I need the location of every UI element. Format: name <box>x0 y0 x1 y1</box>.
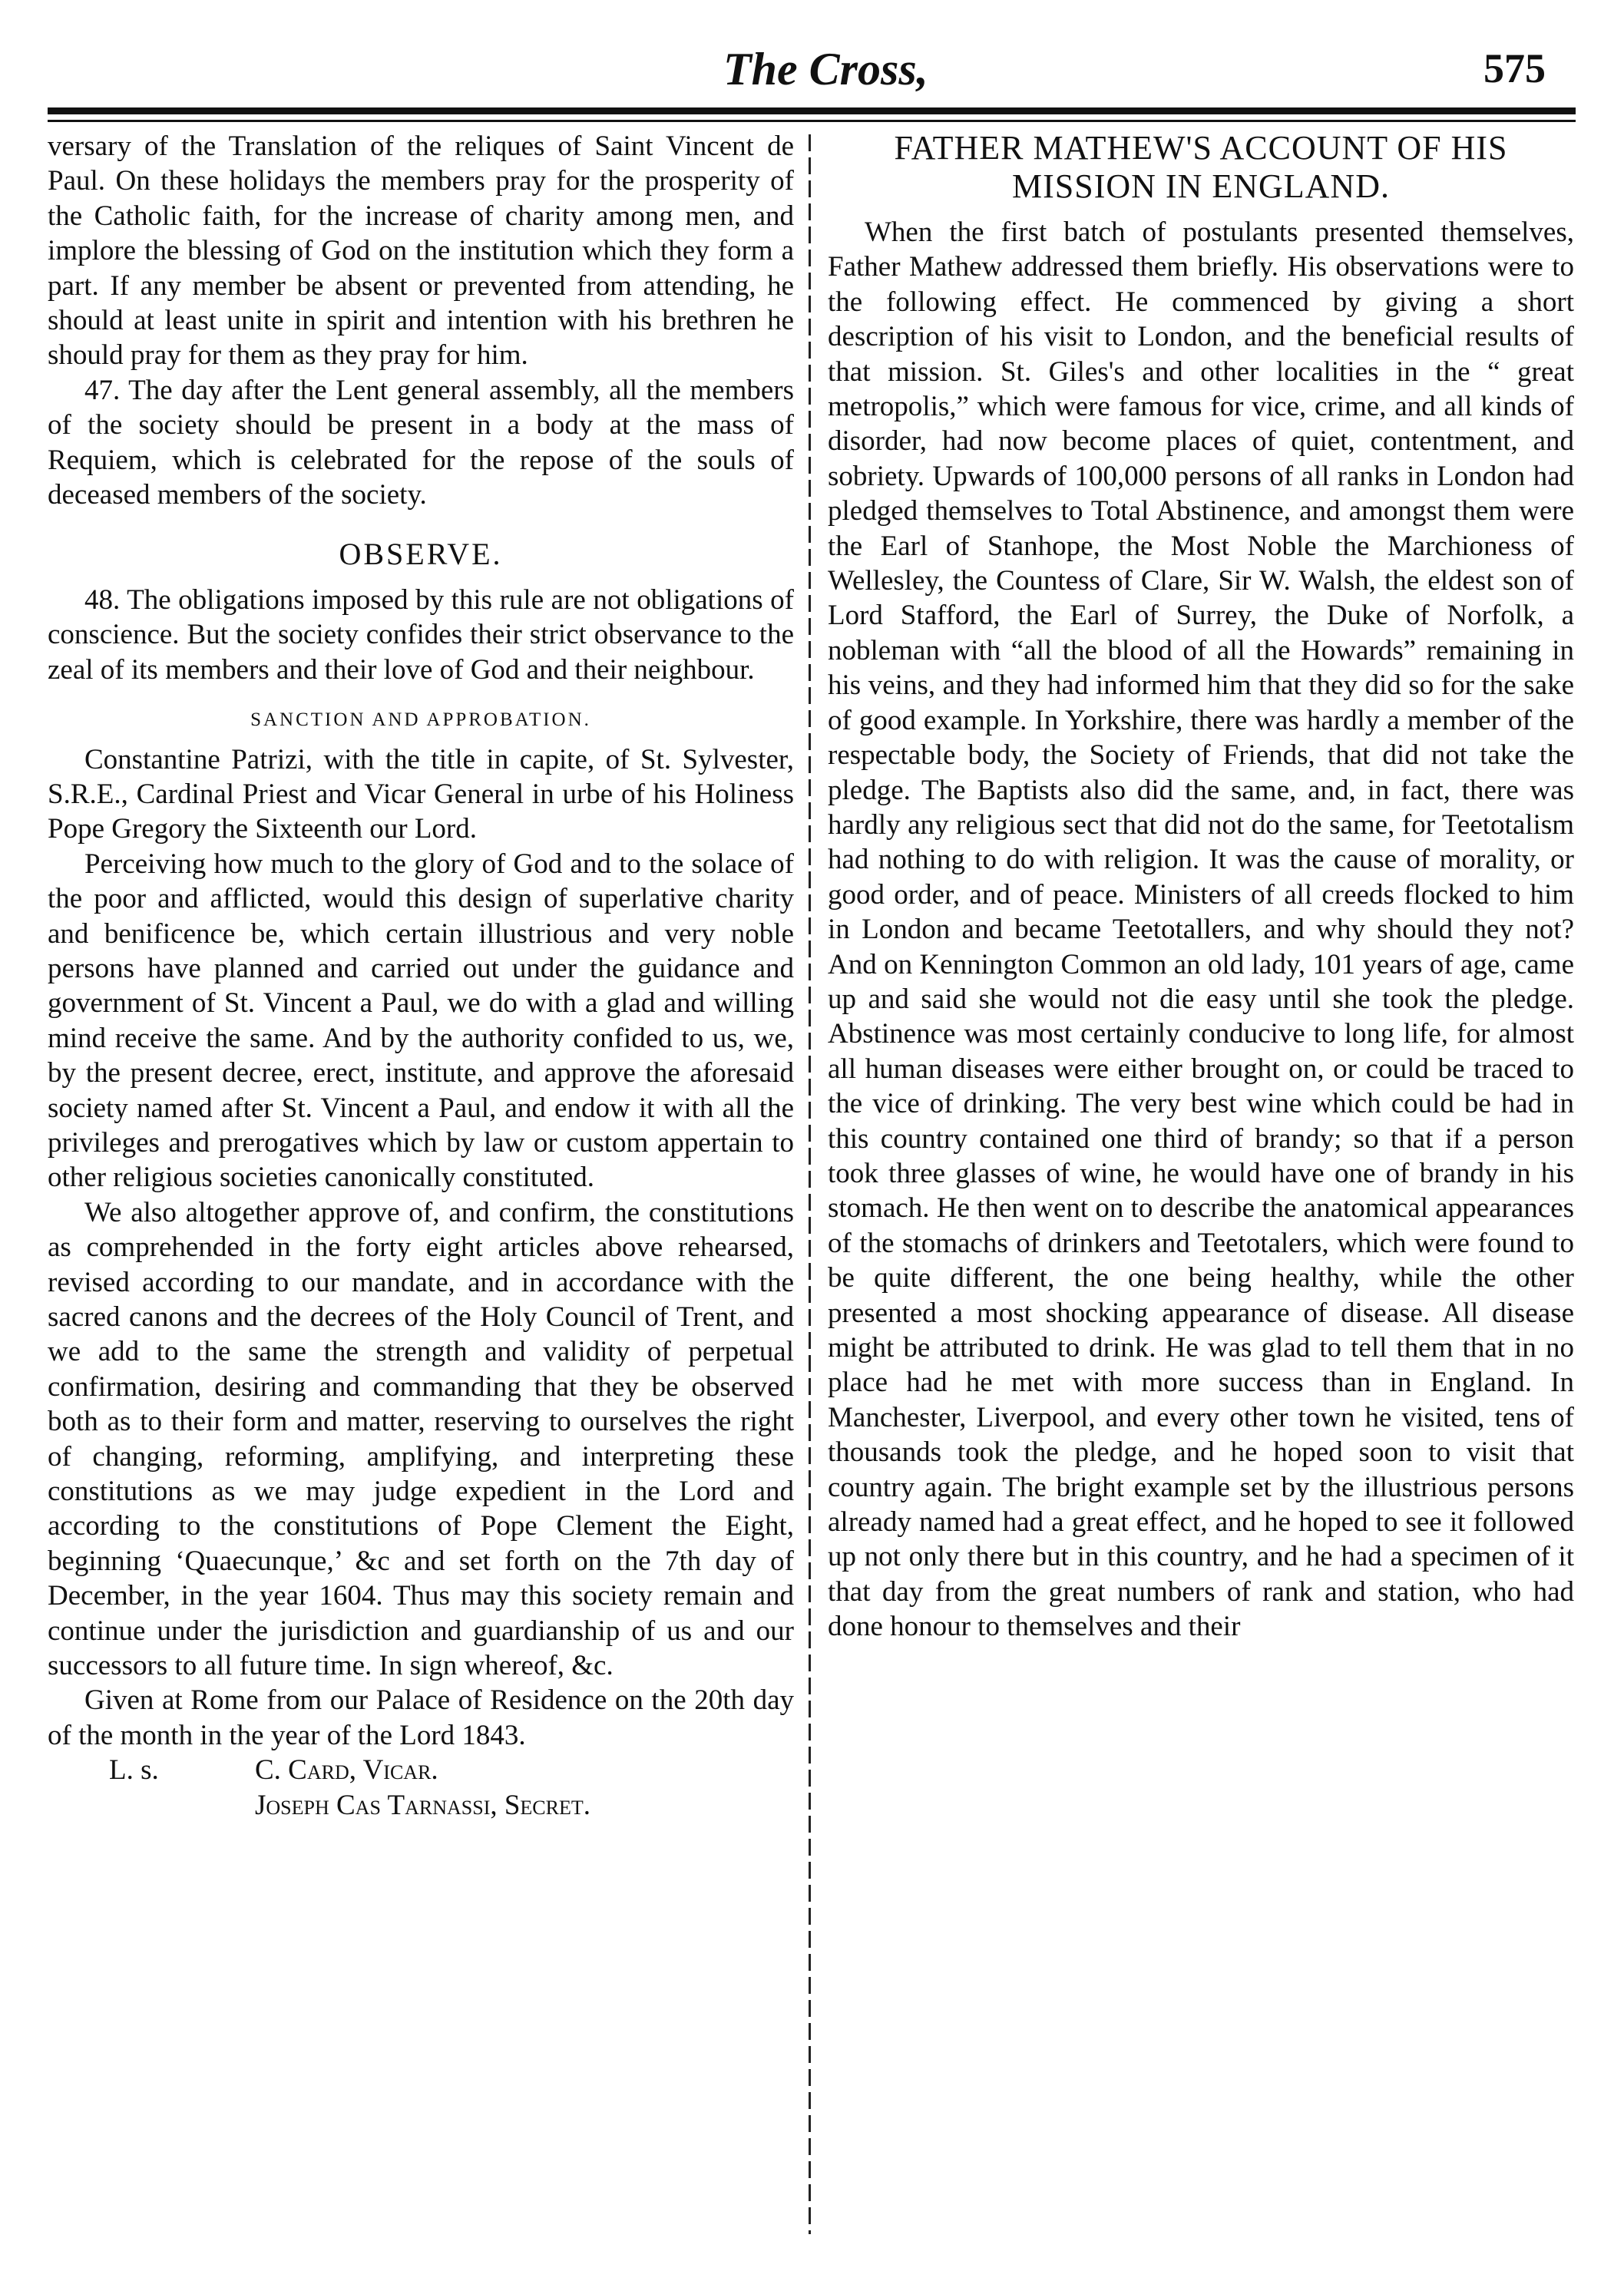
running-title: The Cross, <box>723 44 928 94</box>
signatory-card: C. Card, Vicar. <box>255 1754 438 1787</box>
paragraph-48: 48. The obligations imposed by this rule are not obligations of conscience. But the society confides their strict observance to the zeal of its members and their love of God and their neighbour. <box>48 583 794 686</box>
page-header <box>48 38 1576 104</box>
seal-mark: L. s. <box>109 1754 159 1787</box>
article-title: FATHER MATHEW'S ACCOUNT OF HIS MISSION IN ENGLAND. <box>894 129 1508 205</box>
page-number: 575 <box>1483 45 1546 91</box>
signatory-secretary: Joseph Cas Tarnassi, Secret. <box>255 1789 591 1821</box>
paragraph-47: 47. The day after the Lent general assembly, all the members of the society should be present in a body at the mass of Requiem, which is celebrated for the repose of the souls of deceased members of the society. <box>48 374 794 511</box>
header-rule <box>48 107 1576 114</box>
heading-sanction: SANCTION AND APPROBATION. <box>250 709 591 731</box>
paragraph-we-also: We also altogether approve of, and confirm, the constitutions as comprehended in the forty eight articles above rehearsed, revised according to our mandate, and in accordance with the sacred canons and the decrees of the Holy Council of Trent, and we add to the same the strength and validity of perpetual confirmation, desiring and commanding that they be observed both as to their form and matter, reserving to ourselves the right of changing, reforming, amplifying, and interpreting these constitutions as we may judge expedient in the Lord and according to the constitutions of Pope Clement the Eight, beginning ‘Quaecunque,’ &c and set forth on the 7th day of December, in the year 1604. Thus may this society remain and continue under the jurisdiction and guardianship of us and our successors to all future time. In sign whereof, &c. <box>48 1196 794 1682</box>
column-divider <box>809 134 811 2234</box>
paragraph-perceiving: Perceiving how much to the glory of God and to the solace of the poor and afflicted, would this design of superlative charity and benificence be, which certain illustrious and very noble persons have planned and carried out under the guidance and government of St. Vincent a Paul, we do with a glad and willing mind receive the same. And by the authority confided to us, we, by the present decree, erect, institute, and approve the aforesaid society named after St. Vincent a Paul, and endow it with all the privileges and prerogatives which by law or custom appertain to other religious societies canonically constituted. <box>48 848 794 1194</box>
paragraph-continued: versary of the Translation of the reliques of Saint Vincent de Paul. On these holidays the members pray for the prosperity of the Catholic faith, for the increase of charity among men, and implore the blessing of God on the institution which they form a part. If any member be absent or prevented from attending, he should at least unite in spirit and intention with his brethren he should pray for them as they pray for him. <box>48 131 794 372</box>
heading-observe: OBSERVE. <box>339 537 503 572</box>
paragraph-given: Given at Rome from our Palace of Residence on the 20th day of the month in the year of the Lord 1843. <box>48 1684 794 1751</box>
paragraph-constantine: Constantine Patrizi, with the title in capite, of St. Sylvester, S.R.E., Cardinal Priest and Vicar General in urbe of his Holiness Pope Gregory the Sixteenth our Lord. <box>48 743 794 845</box>
header-rule-thin <box>48 120 1576 122</box>
right-column <box>828 129 1574 1645</box>
signature-line <box>48 1753 794 1787</box>
left-column <box>48 129 794 1823</box>
article-body: When the first batch of postulants presented themselves, Father Mathew addressed them briefly. His observations were to the following effect. He commenced by giving a short description of his visit to London, and the beneficial results of that mission. St. Giles's and other localities in the “ great metropolis,” which were famous for vice, crime, and all kinds of disorder, had now become places of quiet, contentment, and sobriety. Upwards of 100,000 persons of all ranks in London had pledged themselves to Total Abstinence, and amongst them were the Earl of Stanhope, the Most Noble the Marchioness of Wellesley, the Countess of Clare, Sir W. Walsh, the eldest son of Lord Stafford, the Earl of Surrey, the Duke of Norfolk, a nobleman with “all the blood of all the Howards” remaining in his veins, and they had informed him that they did so for the sake of good example. In Yorkshire, there was hardly a member of the respectable body, the Society of Friends, that did not take the pledge. The Baptists also did the same, and, in fact, there was hardly any religious sect that did not do the same, for Teetotalism had nothing to do with religion. It was the cause of morality, or good order, and of peace. Ministers of all creeds flocked to him in London and became Teetotallers, and why should they not? And on Kennington Common an old lady, 101 years of age, came up and said she would not die easy until she took the pledge. Abstinence was most certainly conducive to long life, for almost all human diseases were either brought on, or could be traced to the vice of drinking. The very best wine which could be had in this country contained one third of brandy; so that if a person took three glasses of wine, he would have one of brandy in his stomach. He then went on to describe the anatomical appearances of the stomachs of drinkers and Teetotalers, which were found to be quite different, the one being healthy, while the other presented a most shocking appearance of disease. All disease might be attributed to drink. He was glad to tell them that in no place had he met with more success than in England. In Manchester, Liverpool, and every other town he visited, tens of thousands took the pledge, and he hoped soon to visit that country again. The bright example set by the illustrious persons already named had a great effect, and he hoped to see it followed up not only there but in this country, and he had a specimen of it that day from the great numbers of rank and station, who had done honour to themselves and their <box>828 217 1574 1643</box>
